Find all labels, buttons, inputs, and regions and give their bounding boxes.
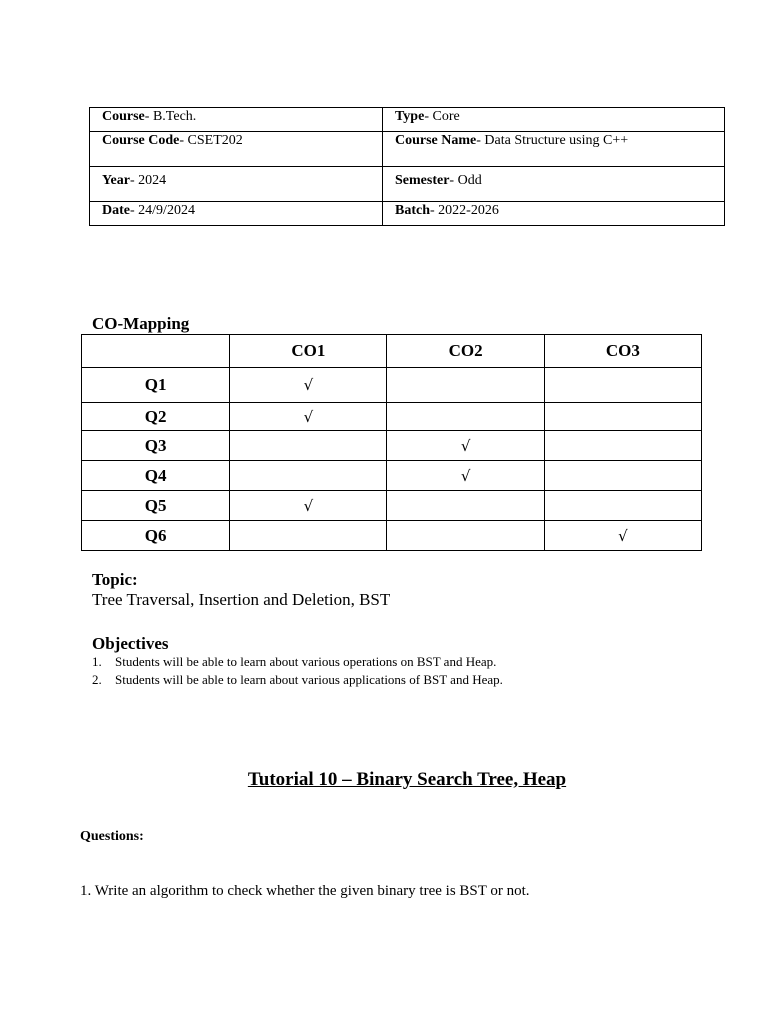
table-row [82, 461, 702, 491]
type-cell [383, 108, 725, 132]
topic-text: Tree Traversal, Insertion and Deletion, BST [92, 590, 391, 609]
questions-label: Questions: [80, 829, 144, 844]
objective-text: Students will be able to learn about various operations on BST and Heap. [115, 654, 497, 669]
table-row [82, 491, 702, 521]
check-mark [230, 431, 387, 461]
table-row [90, 132, 725, 167]
table-row [90, 108, 725, 132]
corner-cell [82, 335, 230, 368]
check-mark [544, 491, 701, 521]
course-cell [90, 108, 383, 132]
check-mark [544, 461, 701, 491]
tutorial-title: Tutorial 10 – Binary Search Tree, Heap [247, 769, 567, 790]
row-label: Q5 [82, 491, 230, 521]
objectives-label: Objectives [92, 634, 169, 653]
question-text: 1. Write an algorithm to check whether the given binary tree is BST or not. [80, 883, 530, 899]
co-header-row [82, 335, 702, 368]
date-value: - 24/9/2024 [130, 203, 195, 218]
type-label: Type [395, 109, 425, 124]
table-row [82, 403, 702, 431]
check-mark [387, 368, 544, 403]
co-mapping-table [81, 334, 702, 551]
row-label: Q4 [82, 461, 230, 491]
batch-cell [383, 202, 725, 226]
check-mark [230, 521, 387, 551]
topic-label: Topic: [92, 570, 138, 589]
year-value: - 2024 [130, 173, 167, 188]
check-mark [544, 403, 701, 431]
check-mark: √ [230, 491, 387, 521]
check-mark [387, 491, 544, 521]
course-code-cell [90, 132, 383, 167]
batch-value: - 2022-2026 [430, 203, 499, 218]
table-row [82, 521, 702, 551]
course-info-table [89, 107, 725, 226]
objective-text: Students will be able to learn about various applications of BST and Heap. [115, 672, 503, 687]
row-label: Q6 [82, 521, 230, 551]
list-number: 1. [92, 654, 102, 669]
column-header-co3: CO3 [544, 335, 701, 368]
check-mark [387, 403, 544, 431]
semester-cell [383, 167, 725, 202]
check-mark [544, 431, 701, 461]
date-cell [90, 202, 383, 226]
course-code-value: - CSET202 [179, 133, 243, 148]
co-mapping-title: CO-Mapping [92, 314, 190, 333]
check-mark: √ [387, 461, 544, 491]
course-name-cell [383, 132, 725, 167]
course-code-label: Course Code [102, 133, 180, 148]
check-mark: √ [544, 521, 701, 551]
table-row [82, 431, 702, 461]
check-mark [230, 461, 387, 491]
semester-value: - Odd [449, 173, 482, 188]
course-label: Course [102, 109, 145, 124]
row-label: Q3 [82, 431, 230, 461]
course-name-label: Course Name [395, 133, 477, 148]
row-label: Q2 [82, 403, 230, 431]
table-row [82, 368, 702, 403]
list-number: 2. [92, 672, 102, 687]
course-name-value: - Data Structure using C++ [476, 133, 629, 148]
column-header-co1: CO1 [230, 335, 387, 368]
list-item [92, 653, 503, 671]
semester-label: Semester [395, 173, 450, 188]
table-row [90, 202, 725, 226]
check-mark [544, 368, 701, 403]
type-value: - Core [424, 109, 460, 124]
row-label: Q1 [82, 368, 230, 403]
batch-label: Batch [395, 203, 430, 218]
check-mark [387, 521, 544, 551]
check-mark: √ [230, 403, 387, 431]
check-mark: √ [387, 431, 544, 461]
column-header-co2: CO2 [387, 335, 544, 368]
list-item [92, 671, 503, 689]
date-label: Date [102, 203, 130, 218]
objectives-list [92, 653, 503, 689]
table-row [90, 167, 725, 202]
year-cell [90, 167, 383, 202]
year-label: Year [102, 173, 130, 188]
course-value: - B.Tech. [144, 109, 197, 124]
check-mark: √ [230, 368, 387, 403]
